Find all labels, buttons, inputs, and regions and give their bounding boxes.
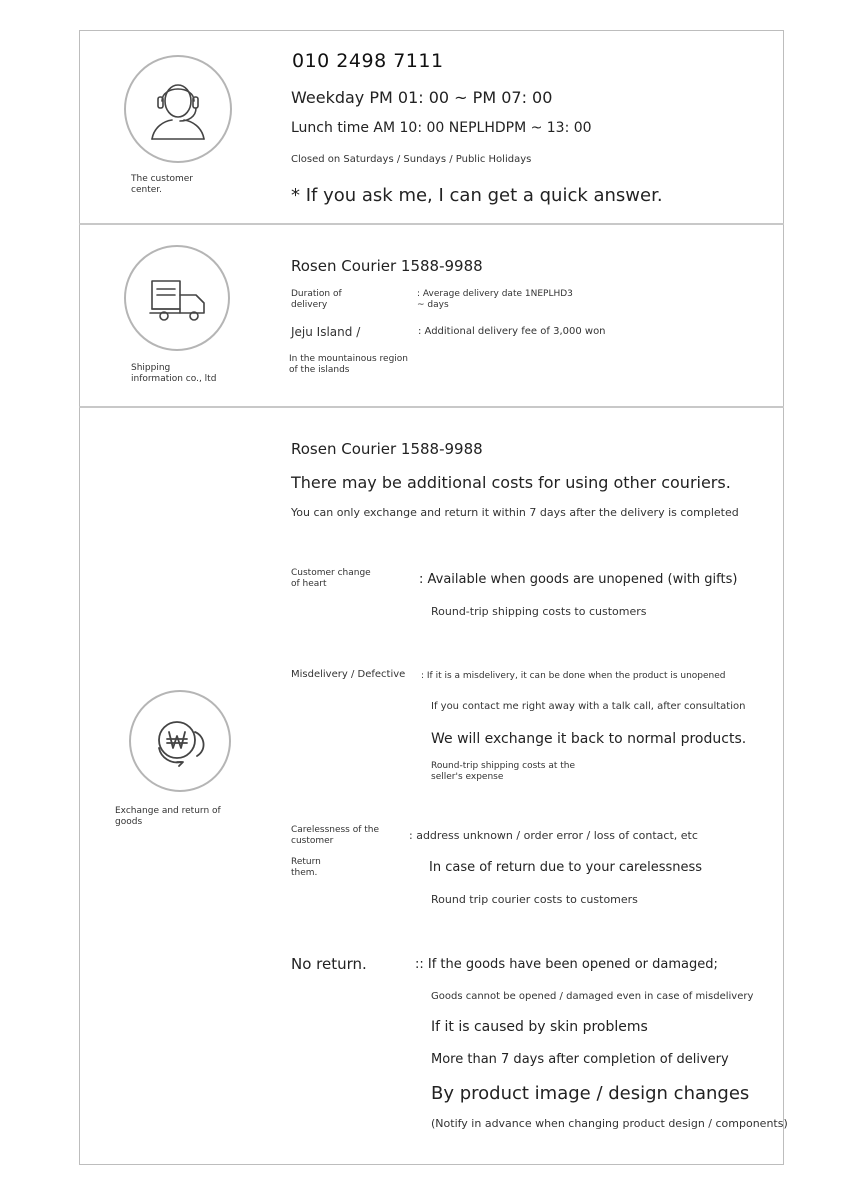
misdelivery-note-1: If you contact me right away with a talk call, after consultation xyxy=(431,701,746,712)
misdelivery-value: : If it is a misdelivery, it can be done when the product is unopened xyxy=(421,671,726,681)
exchange-label: Exchange and return of goods xyxy=(115,806,221,827)
carelessness-note-2: Round trip courier costs to customers xyxy=(431,893,638,906)
jeju-label: Jeju Island / xyxy=(291,325,361,339)
lunch-time: Lunch time AM 10: 00 NEPLHDPM ~ 13: 00 xyxy=(291,120,592,136)
change-of-heart-note: Round-trip shipping costs to customers xyxy=(431,605,647,618)
no-return-item-2: If it is caused by skin problems xyxy=(431,1019,648,1035)
return-label: Return them. xyxy=(291,857,321,878)
no-return-item-3: More than 7 days after completion of delivery xyxy=(431,1052,729,1067)
misdelivery-label: Misdelivery / Defective xyxy=(291,669,406,680)
additional-costs-note: There may be additional costs for using other couriers. xyxy=(291,473,731,492)
section-divider xyxy=(79,223,784,225)
no-return-item-4: By product image / design changes xyxy=(431,1083,750,1104)
quick-answer-note: * If you ask me, I can get a quick answer. xyxy=(291,185,663,206)
won-currency-exchange-icon xyxy=(129,690,231,792)
delivery-truck-icon xyxy=(124,245,230,351)
shipping-courier: Rosen Courier 1588-9988 xyxy=(291,257,483,275)
section-divider xyxy=(79,406,784,408)
weekday-hours: Weekday PM 01: 00 ~ PM 07: 00 xyxy=(291,88,553,107)
duration-value: : Average delivery date 1NEPLHD3 ~ days xyxy=(417,289,573,310)
change-of-heart-value: : Available when goods are unopened (with gifts) xyxy=(419,572,738,587)
headset-agent-icon xyxy=(124,55,232,163)
misdelivery-note-3: Round-trip shipping costs at the seller's expense xyxy=(431,761,576,782)
no-return-item-1: Goods cannot be opened / damaged even in case of misdelivery xyxy=(431,991,754,1002)
change-of-heart-label: Customer change of heart xyxy=(291,568,371,589)
duration-label: Duration of delivery xyxy=(291,289,342,310)
customer-center-label: The customer center. xyxy=(131,174,193,195)
misdelivery-note-2: We will exchange it back to normal products. xyxy=(431,731,747,747)
phone-number: 010 2498 7111 xyxy=(292,50,444,72)
closed-days: Closed on Saturdays / Sundays / Public Holidays xyxy=(291,154,532,165)
carelessness-label: Carelessness of the customer xyxy=(291,825,380,846)
jeju-value: : Additional delivery fee of 3,000 won xyxy=(418,326,606,337)
no-return-item-5: (Notify in advance when changing product design / components) xyxy=(431,1117,788,1130)
mountain-region-label: In the mountainous region of the islands xyxy=(289,354,409,375)
carelessness-value: : address unknown / order error / loss of contact, etc xyxy=(409,829,698,842)
within-7-days-note: You can only exchange and return it within 7 days after the delivery is completed xyxy=(291,506,739,519)
carelessness-note-1: In case of return due to your carelessness xyxy=(429,860,703,875)
no-return-label: No return. xyxy=(291,955,367,973)
no-return-value: :: If the goods have been opened or damaged; xyxy=(415,957,718,972)
exchange-courier: Rosen Courier 1588-9988 xyxy=(291,440,483,458)
shipping-label: Shipping information co., ltd xyxy=(131,363,217,384)
